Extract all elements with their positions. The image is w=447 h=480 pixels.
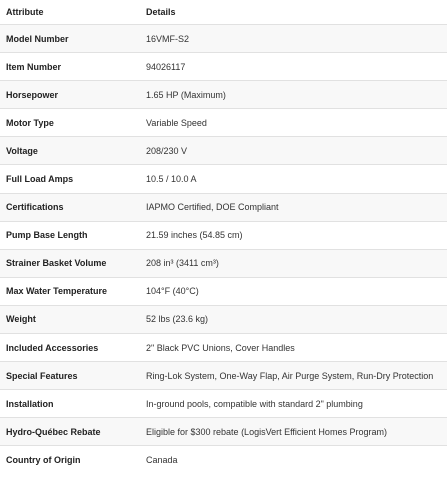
table-header-row <box>0 0 447 25</box>
row-attribute: Horsepower <box>0 81 140 109</box>
row-attribute: Pump Base Length <box>0 221 140 249</box>
table-row <box>0 249 447 277</box>
row-attribute: Strainer Basket Volume <box>0 249 140 277</box>
row-details: 104°F (40°C) <box>140 277 447 305</box>
table-row <box>0 25 447 53</box>
row-attribute: Hydro-Québec Rebate <box>0 418 140 446</box>
row-attribute: Country of Origin <box>6 454 81 465</box>
row-attribute: Voltage <box>0 137 140 165</box>
row-attribute: Certifications <box>0 193 140 221</box>
row-details: Ring-Lok System, One-Way Flap, Air Purge System, Run-Dry Protection <box>140 362 447 390</box>
row-details: 208 in³ (3411 cm³) <box>140 249 447 277</box>
table-row <box>0 81 447 109</box>
row-attribute: Included Accessories <box>0 334 140 362</box>
row-details: 16VMF-S2 <box>140 25 447 53</box>
row-details: 21.59 inches (54.85 cm) <box>140 221 447 249</box>
row-attribute: Model Number <box>0 25 140 53</box>
table-row <box>0 193 447 221</box>
row-details: Variable Speed <box>140 109 447 137</box>
table-row <box>0 221 447 249</box>
table-row <box>0 418 447 446</box>
row-attribute: Special Features <box>0 362 140 390</box>
table-row <box>0 53 447 81</box>
table-row <box>0 109 447 137</box>
table-row <box>0 446 447 474</box>
row-details: 208/230 V <box>140 137 447 165</box>
table-row <box>0 165 447 193</box>
row-attribute: Full Load Amps <box>0 165 140 193</box>
row-details: Eligible for $300 rebate (LogisVert Efficient Homes Program) <box>140 418 447 446</box>
row-attribute: Installation <box>0 390 140 418</box>
table-row <box>0 305 447 333</box>
table-row <box>0 362 447 390</box>
table-row <box>0 277 447 305</box>
row-details: 52 lbs (23.6 kg) <box>140 305 447 333</box>
row-attribute: Weight <box>0 305 140 333</box>
row-details: IAPMO Certified, DOE Compliant <box>140 193 447 221</box>
header-details: Details <box>140 0 447 25</box>
row-details: 94026117 <box>140 53 447 81</box>
row-attribute: Max Water Temperature <box>0 277 140 305</box>
table-row <box>0 390 447 418</box>
header-attribute: Attribute <box>0 0 140 25</box>
table-row <box>0 334 447 362</box>
row-attribute: Item Number <box>0 53 140 81</box>
row-attribute: Motor Type <box>0 109 140 137</box>
row-details: 1.65 HP (Maximum) <box>140 81 447 109</box>
table-row <box>0 137 447 165</box>
row-details: Canada <box>146 454 178 465</box>
row-details: In-ground pools, compatible with standard 2" plumbing <box>140 390 447 418</box>
row-details: 10.5 / 10.0 A <box>140 165 447 193</box>
row-details: 2" Black PVC Unions, Cover Handles <box>140 334 447 362</box>
